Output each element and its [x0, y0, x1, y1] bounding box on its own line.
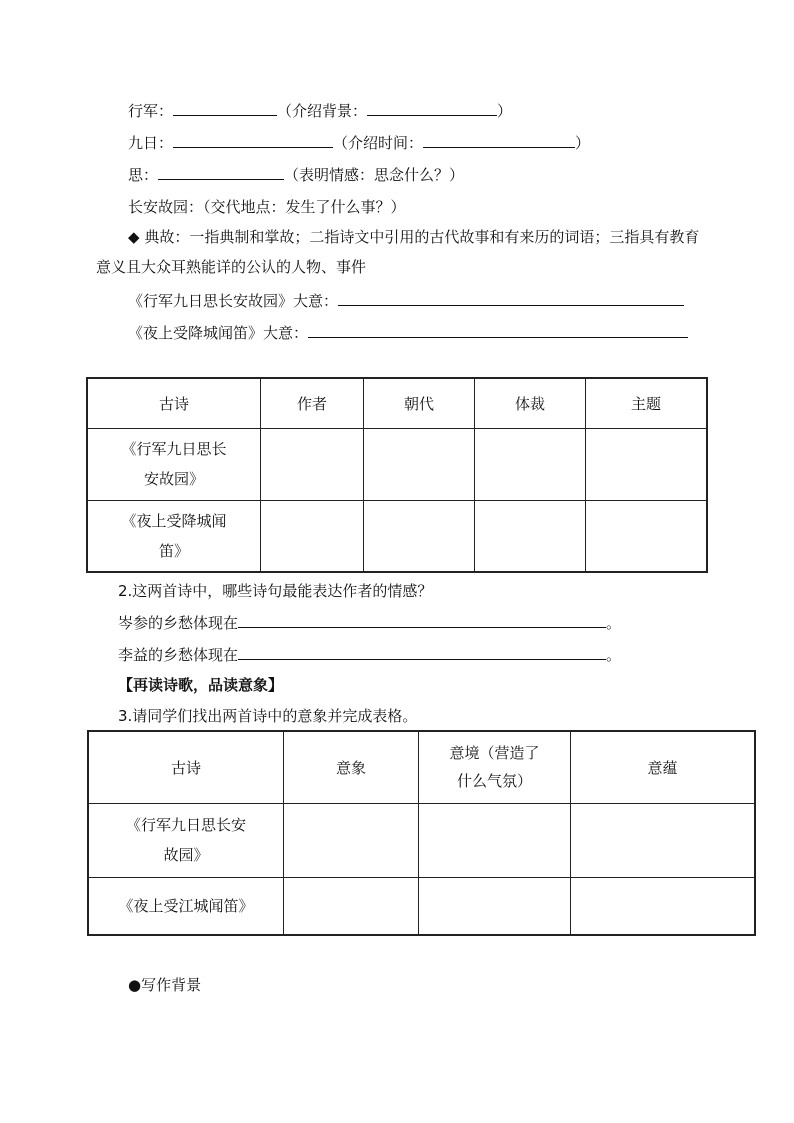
poem-cell: 《夜上受江城闻笛》 [88, 877, 284, 935]
table-header: 意象 [284, 731, 419, 803]
answer-cell[interactable] [571, 803, 756, 877]
writing-background-heading: ●写作背景 [128, 976, 202, 994]
answer-cell[interactable] [261, 500, 364, 572]
answer-cell[interactable] [364, 500, 475, 572]
poem-cell: 《夜上受降城闻 笛》 [87, 500, 261, 572]
table-row [88, 803, 755, 877]
poem-cell: 《行军九日思长安 故园》 [88, 803, 284, 877]
table-header: 意境（营造了 什么气氛） [419, 731, 571, 803]
answer-cell[interactable] [475, 500, 586, 572]
answer-cell[interactable] [586, 428, 708, 500]
blank-line[interactable] [158, 164, 284, 180]
answer-cell[interactable] [586, 500, 708, 572]
poem-cell: 《行军九日思长 安故园》 [87, 428, 261, 500]
table-header: 意蕴 [571, 731, 756, 803]
question-2: 2.这两首诗中，哪些诗句最能表达作者的情感？ [118, 582, 433, 600]
blank-line[interactable] [308, 322, 688, 338]
fill-line-xingjun: 行军： （介绍背景： ） [128, 102, 513, 120]
diamond-icon: ◆ [128, 228, 140, 246]
answer-cell[interactable] [261, 428, 364, 500]
answer-cell[interactable] [419, 877, 571, 935]
blank-line[interactable] [423, 132, 575, 148]
table-header-row [88, 731, 755, 803]
table-row [88, 877, 755, 935]
table-header: 古诗 [87, 378, 261, 428]
fill-line-si: 思： （表明情感：思念什么？） [128, 166, 465, 184]
blank-line[interactable] [173, 100, 277, 116]
blank-line[interactable] [338, 290, 684, 306]
table-header: 作者 [261, 378, 364, 428]
summary-line-2: 《夜上受降城闻笛》大意： [128, 322, 688, 343]
allusion-paragraph: ◆ 典故：一指典制和掌故；二指诗文中引用的古代故事和有来历的词语；三指具有教育意义且大众耳熟能详的公认的人物、事件 [96, 228, 700, 276]
answer-cell[interactable] [284, 877, 419, 935]
answer-cell[interactable] [364, 428, 475, 500]
question-3: 3.请同学们找出两首诗中的意象并完成表格。 [118, 707, 418, 725]
answer-cell[interactable] [419, 803, 571, 877]
table-row [87, 428, 707, 500]
table-row [87, 500, 707, 572]
fill-line-place: 长安故园：（交代地点：发生了什么事？） [128, 198, 406, 216]
answer-line-li: 李益的乡愁体现在 。 [118, 646, 622, 664]
table-header: 古诗 [88, 731, 284, 803]
bullet-icon: ● [128, 976, 142, 994]
table-header: 主题 [586, 378, 708, 428]
fill-line-jiuri: 九日： （介绍时间： ） [128, 134, 591, 152]
table-header: 体裁 [475, 378, 586, 428]
blank-line[interactable] [238, 644, 606, 660]
table-header-row [87, 378, 707, 428]
table-header: 朝代 [364, 378, 475, 428]
answer-cell[interactable] [284, 803, 419, 877]
answer-cell[interactable] [475, 428, 586, 500]
blank-line[interactable] [238, 612, 606, 628]
blank-line[interactable] [367, 100, 497, 116]
poem-info-table [86, 377, 708, 573]
answer-line-cen: 岑参的乡愁体现在 。 [118, 614, 622, 632]
summary-line-1: 《行军九日思长安故园》大意： [128, 290, 684, 311]
section-heading: 【再读诗歌，品读意象】 [118, 676, 284, 694]
answer-cell[interactable] [571, 877, 756, 935]
imagery-table [87, 730, 756, 936]
blank-line[interactable] [173, 132, 333, 148]
